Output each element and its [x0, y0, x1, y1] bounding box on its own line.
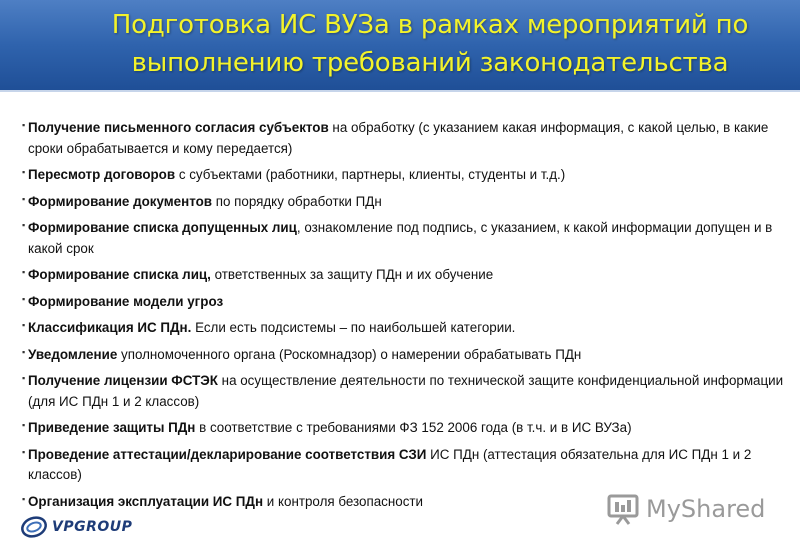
bullet-icon: ▪	[22, 220, 26, 230]
item-text: Если есть подсистемы – по наибольшей категории.	[191, 320, 516, 335]
list-item	[22, 371, 790, 412]
bullet-icon: ▪	[22, 193, 26, 204]
item-bold-text: Формирование списка лиц,	[28, 267, 211, 282]
item-bold-text: Организация эксплуатации ИС ПДн	[28, 493, 264, 509]
bullet-icon: ▪	[22, 167, 26, 177]
item-bold-text: Получение лицензии ФСТЭК	[28, 373, 218, 388]
item-text: ответственных за защиту ПДн и их обучение	[210, 267, 494, 282]
slide-title	[80, 6, 780, 82]
myshared-presentation-icon	[606, 492, 640, 526]
item-text: ИС ПДн (аттестация обязательна для ИС ПДн 1 и 2 классов)	[28, 446, 752, 482]
list-item	[22, 445, 790, 486]
bullet-icon: ▪	[22, 346, 26, 357]
bullet-icon: ▪	[22, 267, 26, 277]
vp-group-logo-text: VPGROUP	[52, 519, 133, 535]
item-text: на осуществление деятельности по технической защите конфиденциальной информации (для ИС ПДн 1 и 2 классов)	[28, 373, 784, 409]
item-bold-text: Формирование списка допущенных лиц	[28, 220, 297, 235]
bullet-icon: ▪	[22, 320, 26, 330]
item-text: на обработку (с указанием какая информация, с какой целью, в какие сроки обрабатывается и кому передается)	[28, 120, 769, 156]
item-text: с субъектами (работники, партнеры, клиенты, студенты и т.д.)	[175, 167, 566, 182]
item-text: в соответствие с требованиями ФЗ 152 2006 года (в т.ч. и в ИС ВУЗа)	[195, 420, 632, 435]
list-item	[22, 118, 790, 159]
item-text: уполномоченного органа (Роскомнадзор) о намерении обрабатывать ПДн	[117, 346, 582, 362]
item-text: и контроля безопасности	[263, 493, 424, 509]
list-item	[22, 265, 790, 286]
item-bold-text: Получение письменного согласия субъектов	[28, 120, 329, 135]
item-bold-text: Уведомление	[28, 346, 118, 362]
slide-title-line-2: выполнению требований законодательства	[131, 48, 729, 78]
item-text: по порядку обработки ПДн	[211, 193, 382, 209]
bullet-icon: ▪	[22, 373, 26, 383]
item-bold-text: Классификация ИС ПДн.	[28, 320, 192, 335]
bullet-icon: ▪	[22, 446, 26, 457]
vp-group-swirl-icon	[20, 513, 48, 541]
item-bold-text: Приведение защиты ПДн	[28, 420, 196, 435]
list-item	[22, 318, 790, 339]
item-bold-text: Проведение аттестации/декларирование соответствия СЗИ	[28, 446, 427, 462]
bullet-icon: ▪	[22, 120, 26, 130]
myshared-logo-text: MyShared	[646, 495, 766, 523]
bullet-icon: ▪	[22, 293, 26, 304]
list-item	[22, 165, 790, 186]
list-item	[22, 192, 790, 213]
bullet-icon: ▪	[22, 420, 26, 430]
slide-header	[0, 0, 800, 92]
list-item	[22, 345, 790, 366]
item-bold-text: Формирование документов	[28, 193, 212, 209]
bullet-list	[22, 118, 790, 518]
list-item	[22, 418, 790, 439]
item-bold-text: Формирование модели угроз	[28, 293, 224, 309]
slide-title-line-1: Подготовка ИС ВУЗа в рамках мероприятий по	[111, 10, 749, 40]
list-item	[22, 292, 790, 313]
bullet-icon: ▪	[22, 493, 26, 504]
item-bold-text: Пересмотр договоров	[28, 167, 176, 182]
myshared-logo	[606, 492, 765, 526]
item-text: , ознакомление под подпись, с указанием, к какой информации допущен и в какой срок	[28, 220, 773, 256]
vp-group-logo	[20, 512, 132, 542]
list-item	[22, 218, 790, 259]
